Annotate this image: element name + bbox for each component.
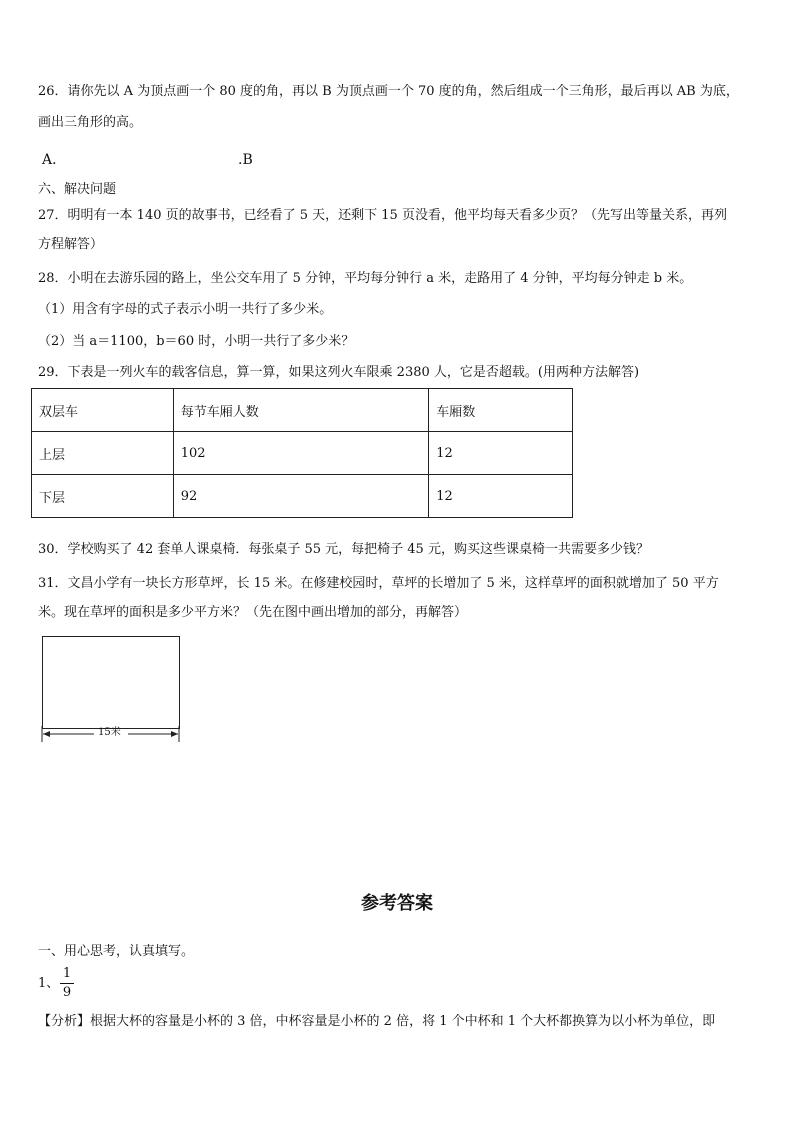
q31-line2: 米。现在草坪的面积是多少平方米？（先在图中画出增加的部分，再解答）: [38, 605, 468, 620]
dimension-label: 15米: [98, 727, 121, 738]
table-cell: 上层: [32, 432, 174, 475]
q29-text: 29．下表是一列火车的载客信息，算一算，如果这列火车限乘 2380 人，它是否超载。(用两种方法解答): [38, 365, 640, 380]
section-heading-6: 六、解决问题: [38, 182, 117, 197]
table-cell: 下层: [32, 475, 174, 518]
point-b-label: .B: [238, 152, 253, 168]
answers-title: 参考答案: [361, 893, 433, 914]
answer-1-fraction: [60, 966, 74, 1001]
table-cell: 12: [429, 432, 573, 475]
q26-line2: 画出三角形的高。: [38, 115, 143, 130]
q31-line1: 31．文昌小学有一块长方形草坪，长 15 米。在修建校园时，草坪的长增加了 5 米，这样草坪的面积就增加了 50 平方: [38, 576, 719, 591]
q27-line2: 方程解答）: [38, 237, 104, 252]
q28-sub2: （2）当 a＝1100，b＝60 时，小明一共行了多少米？: [38, 334, 355, 349]
table-row: [32, 432, 573, 475]
table-header-cell: 双层车: [32, 389, 174, 432]
train-passenger-table: [31, 388, 573, 518]
q28-sub1: （1）用含有字母的式子表示小明一共行了多少米。: [38, 302, 333, 317]
answer-1-label: 1、: [38, 976, 60, 991]
q28-line1: 28．小明在去游乐园的路上，坐公交车用了 5 分钟，平均每分钟行 a 米，走路用了 4 分钟，平均每分钟走 b 米。: [38, 271, 693, 286]
table-header-cell: 每节车厢人数: [173, 389, 429, 432]
q30-text: 30．学校购买了 42 套单人课桌椅．每张桌子 55 元，每把椅子 45 元，购买这些课桌椅一共需要多少钱？: [38, 542, 649, 557]
table-cell: 92: [173, 475, 429, 518]
table-cell: 102: [173, 432, 429, 475]
fraction-numerator: 1: [62, 966, 72, 981]
fraction-bar: [60, 983, 74, 984]
table-cell: 12: [429, 475, 573, 518]
fraction-denominator: 9: [62, 985, 72, 1000]
table-row: [32, 475, 573, 518]
table-header-cell: 车厢数: [429, 389, 573, 432]
q26-line1: 26．请你先以 A 为顶点画一个 80 度的角，再以 B 为顶点画一个 70 度的角，然后组成一个三角形，最后再以 AB 为底，: [38, 84, 739, 99]
table-header-row: [32, 389, 573, 432]
q27-line1: 27．明明有一本 140 页的故事书，已经看了 5 天，还剩下 15 页没看，他平均每天看多少页？（先写出等量关系，再列: [38, 208, 727, 223]
answers-section-1: 一、用心思考，认真填写。: [38, 944, 195, 959]
lawn-rectangle-figure: [42, 636, 180, 729]
analysis-text: 【分析】根据大杯的容量是小杯的 3 倍，中杯容量是小杯的 2 倍，将 1 个中杯和 1 个大杯都换算为以小杯为单位，即: [38, 1014, 716, 1029]
point-a-label: A．: [42, 152, 67, 168]
